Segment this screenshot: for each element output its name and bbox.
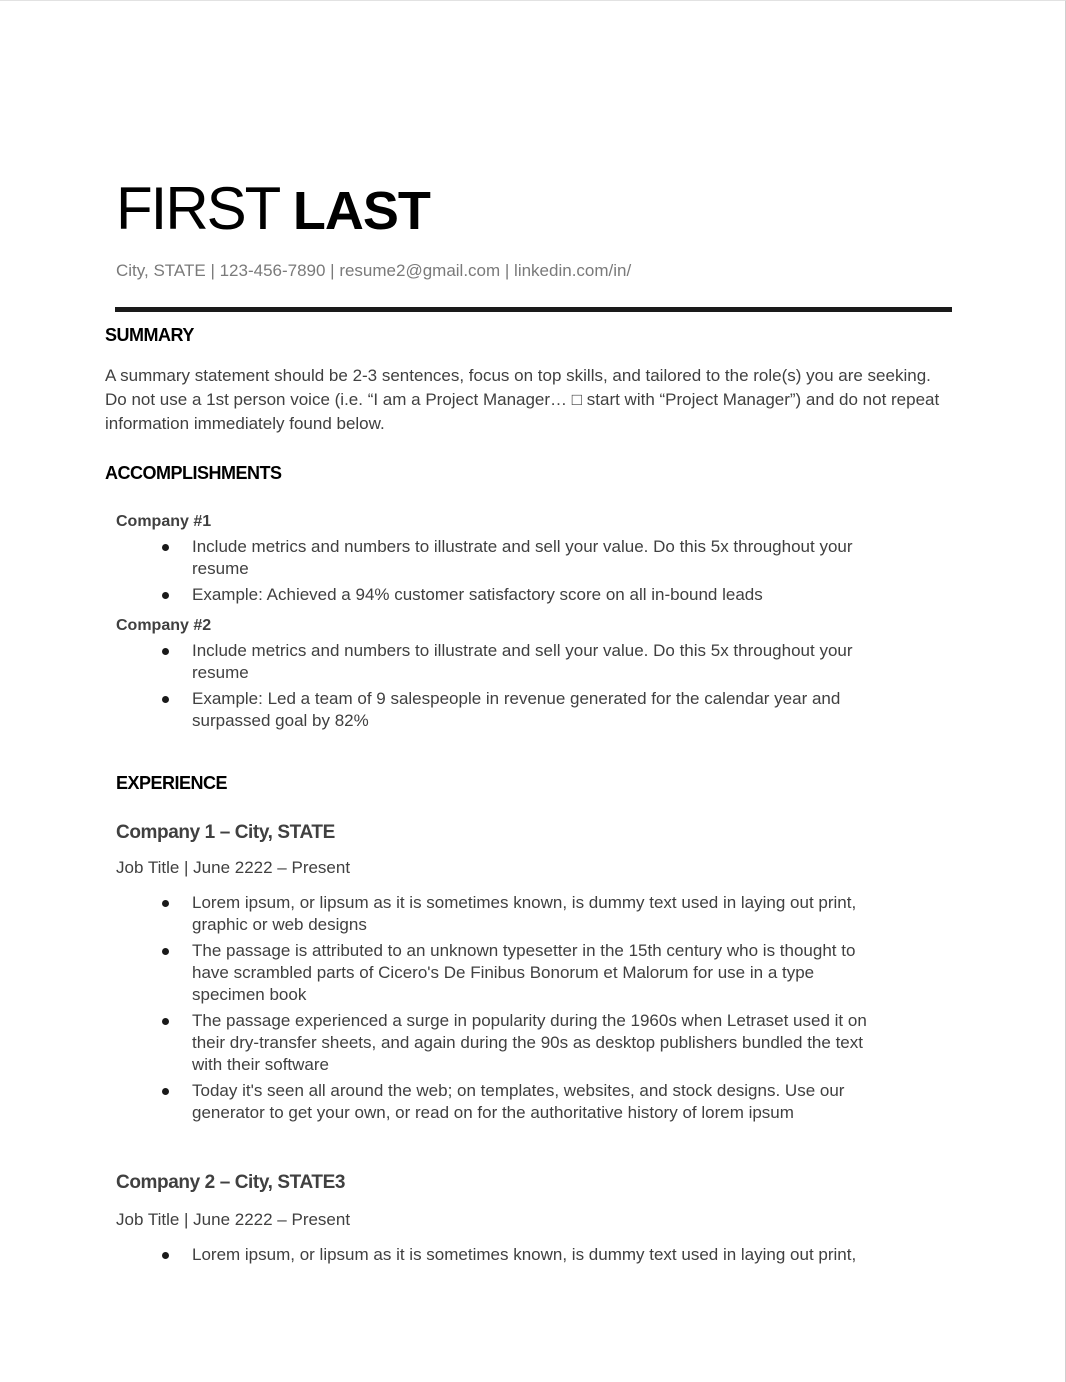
bullet-icon <box>162 544 169 551</box>
job-bullet-list <box>160 892 880 1128</box>
bullet-text: Example: Led a team of 9 salespeople in revenue generated for the calendar year and surpassed goal by 82% <box>192 689 841 730</box>
experience-heading: EXPERIENCE <box>116 773 228 793</box>
job-title-dates: Job Title | June 2222 – Present <box>116 1210 351 1229</box>
bullet-text: The passage experienced a surge in popularity during the 1960s when Letraset used it on their dry-transfer sheets, and again during the 90s as desktop publishers bundled the text with their software <box>192 1011 867 1074</box>
bullet-icon <box>162 1252 169 1259</box>
accomplishments-heading: ACCOMPLISHMENTS <box>105 463 282 483</box>
candidate-name <box>116 173 430 247</box>
bullet-text: Include metrics and numbers to illustrate and sell your value. Do this 5x throughout your resume <box>192 641 853 682</box>
contact-line: City, STATE | 123-456-7890 | resume2@gmail.com | linkedin.com/in/ <box>116 261 632 280</box>
last-name: LAST <box>292 181 430 241</box>
bullet-text: Example: Achieved a 94% customer satisfactory score on all in-bound leads <box>192 585 763 604</box>
first-name: FIRST <box>116 175 279 242</box>
summary-heading: SUMMARY <box>105 325 194 345</box>
bullet-icon <box>162 948 169 955</box>
bullet-icon <box>162 1018 169 1025</box>
job-company: Company 2 – City, STATE3 <box>116 1172 346 1193</box>
job-bullet-list <box>160 1244 880 1270</box>
job-company: Company 1 – City, STATE <box>116 822 335 843</box>
bullet-text: The passage is attributed to an unknown typesetter in the 15th century who is thought to have scrambled parts of Cicero's De Finibus Bonorum et Malorum for use in a type specimen book <box>192 941 856 1004</box>
bullet-icon <box>162 696 169 703</box>
accomplishment-company: Company #1 <box>116 513 212 530</box>
bullet-icon <box>162 1088 169 1095</box>
bullet-text: Today it's seen all around the web; on templates, websites, and stock designs. Use our generator to get your own, or read on for the authoritative history of lorem ipsum <box>192 1081 845 1122</box>
list-item <box>160 892 880 936</box>
accomplishment-list <box>160 536 880 610</box>
bullet-text: Lorem ipsum, or lipsum as it is sometimes known, is dummy text used in laying out print, graphic or web designs <box>192 893 857 934</box>
bullet-icon <box>162 648 169 655</box>
list-item <box>160 1244 880 1266</box>
accomplishment-company: Company #2 <box>116 617 212 634</box>
accomplishment-list <box>160 640 880 736</box>
list-item <box>160 640 880 684</box>
summary-text: A summary statement should be 2-3 sentences, focus on top skills, and tailored to the role(s) you are seeking. Do not use a 1st person voice (i.e. “I am a Project Manager… □ start with “Project Manager”) and do not repeat information immediately found below. <box>105 366 940 433</box>
bullet-text: Lorem ipsum, or lipsum as it is sometimes known, is dummy text used in laying out print, <box>192 1245 857 1264</box>
list-item <box>160 1080 880 1124</box>
list-item <box>160 688 880 732</box>
list-item <box>160 536 880 580</box>
bullet-text: Include metrics and numbers to illustrate and sell your value. Do this 5x throughout your resume <box>192 537 853 578</box>
bullet-icon <box>162 592 169 599</box>
list-item <box>160 940 880 1006</box>
bullet-icon <box>162 900 169 907</box>
header-divider <box>115 307 952 312</box>
job-title-dates: Job Title | June 2222 – Present <box>116 858 351 877</box>
list-item <box>160 584 880 606</box>
list-item <box>160 1010 880 1076</box>
